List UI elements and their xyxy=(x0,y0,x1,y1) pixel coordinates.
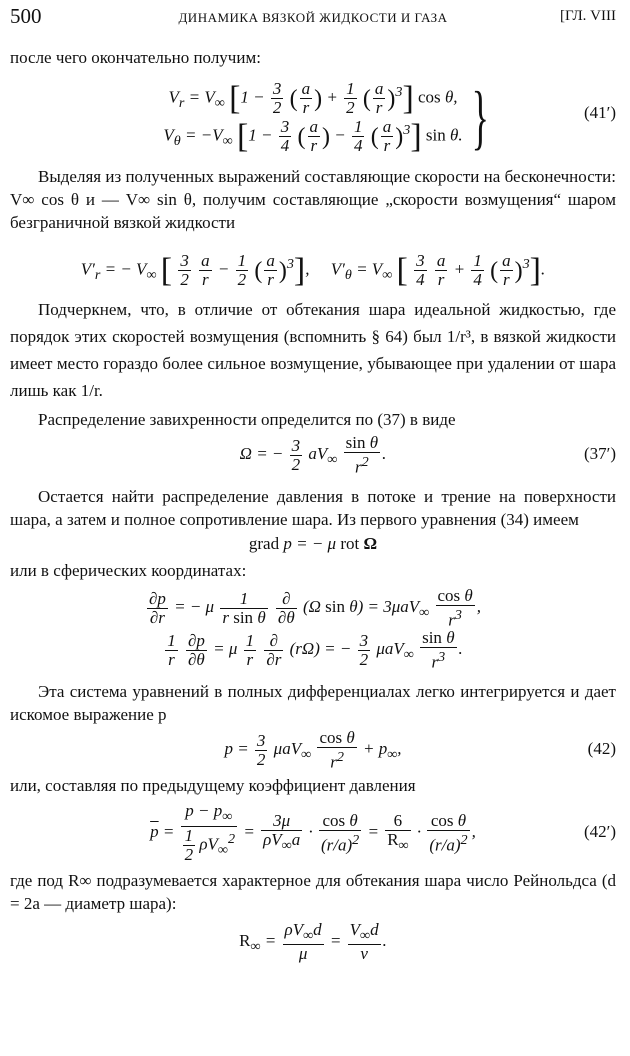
paragraph-8: или, составляя по предыдущему коэффициент давления xyxy=(10,776,416,795)
equation-spherical xyxy=(10,586,616,672)
equation-grad-p: grad p = − μ rot Ω xyxy=(248,534,378,553)
paragraph-7: Эта система уравнений в полных дифференциалах легко интегрируется и дает искомое выражение p xyxy=(10,682,616,724)
equation-reynolds: $R_\infty$ = $\frac{\rho V_\infty d}{\mu}$ = $\frac{V_\infty d}{\nu}$ . xyxy=(239,919,387,964)
equation-label-37-prime: (37′) xyxy=(583,444,616,463)
equation-42-prime: $\overline{p}$ = $p - p_\infty$ $\frac{1}{2}$ $\rho V_\infty^2$ = $\frac{3\mu}{\rho V_\infty a}$ · $\frac{\text{cos θ}}{(r/a)^2}$ = $\frac{6}{R_\infty}$ · $\frac{\text{cos θ}}{(r/a)^2}$ , (42′) xyxy=(150,801,616,864)
running-title: ДИНАМИКА ВЯЗКОЙ ЖИДКОСТИ И ГАЗА xyxy=(178,10,448,25)
equation-42: p = $\frac{3}{2}$ μaV$_\infty$ $\frac{\text{cos θ}}{r^2}$ + $p_\infty$, (42) xyxy=(224,727,616,772)
equation-perturbation-velocities: $V'_r$ = − $V_\infty$ [ $\frac{3}{2}$ $\frac{a}{r}$ − $\frac{1}{2}$ ( $\frac{a}{r}$ )$^3$], $V'_\theta = V_\infty$ [ $\frac{3}{4}$ $\frac{a}{r}$ + $\frac{1}{4}$ ( $\frac{a}{r}$ )$^3$]. xyxy=(80,251,546,290)
equation-37-prime: Ω = − $\frac{3}{2}$ $aV_\infty$ $\frac{\text{sin θ}}{r^2}$ . (37′) xyxy=(239,432,616,477)
paragraph-1: после чего окончательно получим: xyxy=(10,48,261,67)
paragraph-9: где под R∞ подразумевается характерное для обтекания шара число Рейнольдса (d = 2a — диаметр шара): xyxy=(10,871,616,913)
equation-spherical-line-2: $\frac{1}{r}$ $\frac{\partial p}{\partial\theta}$ = μ $\frac{1}{r}$ $\frac{\partial}{\partial r}$ (rΩ) = − $\frac{3}{2}$ μaV$_\infty$ $\frac{\text{sin θ}}{r^3}$ . xyxy=(167,627,463,672)
paragraph-5: Остается найти распределение давления в потоке и трение на поверхности шара, а затем и полное сопротивление шара. Из первого уравнения (34) имеем xyxy=(10,487,616,529)
chapter-reference: [ГЛ. VIII xyxy=(559,8,616,24)
paragraph-4: Распределение завихренности определится по (37) в виде xyxy=(38,410,456,429)
paragraph-6: или в сферических координатах: xyxy=(10,561,247,580)
equation-41-prime xyxy=(10,73,616,157)
equation-41-line-2: $V_\theta = -V_\infty$ [1 − $\frac{3}{4}$ ( $\frac{a}{r}$ ) − $\frac{1}{4}$ ( $\frac{a}{r}$ )$^3$] sin θ. xyxy=(163,117,463,156)
right-brace: } xyxy=(472,77,490,157)
page-number: 500 xyxy=(10,4,42,28)
page-header xyxy=(10,0,616,40)
equation-label-42: (42) xyxy=(587,739,616,758)
equation-spherical-line-1: $\frac{\partial p}{\partial r}$ = − μ $\frac{1}{\text{r sin θ}}$ $\frac{\partial}{\partial\theta}$ (Ω sin θ) = 3μaV$_\infty$ $\frac{\text{cos θ}}{r^3}$ , xyxy=(148,585,482,630)
paragraph-2: Выделяя из полученных выражений составляющие скорости на бесконечности: V∞ cos θ и — V∞ sin θ, получим составляющие „скорости возмущения“ шаром безграничной вязкой жидкости xyxy=(10,167,616,232)
paragraph-3: Подчеркнем, что, в отличие от обтекания шара идеальной жидкостью, где порядок этих скоростей возмущения (вспомнить § 64) был 1/r³, в вязкой жидкости имеет место гораздо более сильное возмущение, убывающее при удалении от шара лишь как 1/r. xyxy=(10,300,616,400)
equation-41-line-1: $V_r = V_\infty$ [1 − $\frac{3}{2}$ ( $\frac{a}{r}$ ) + $\frac{1}{2}$ ( $\frac{a}{r}$ )$^3$] cos θ, xyxy=(168,79,458,118)
equation-label-42-prime: (42′) xyxy=(583,822,616,841)
book-page xyxy=(10,0,616,967)
equation-label-41-prime: (41′) xyxy=(583,103,616,122)
